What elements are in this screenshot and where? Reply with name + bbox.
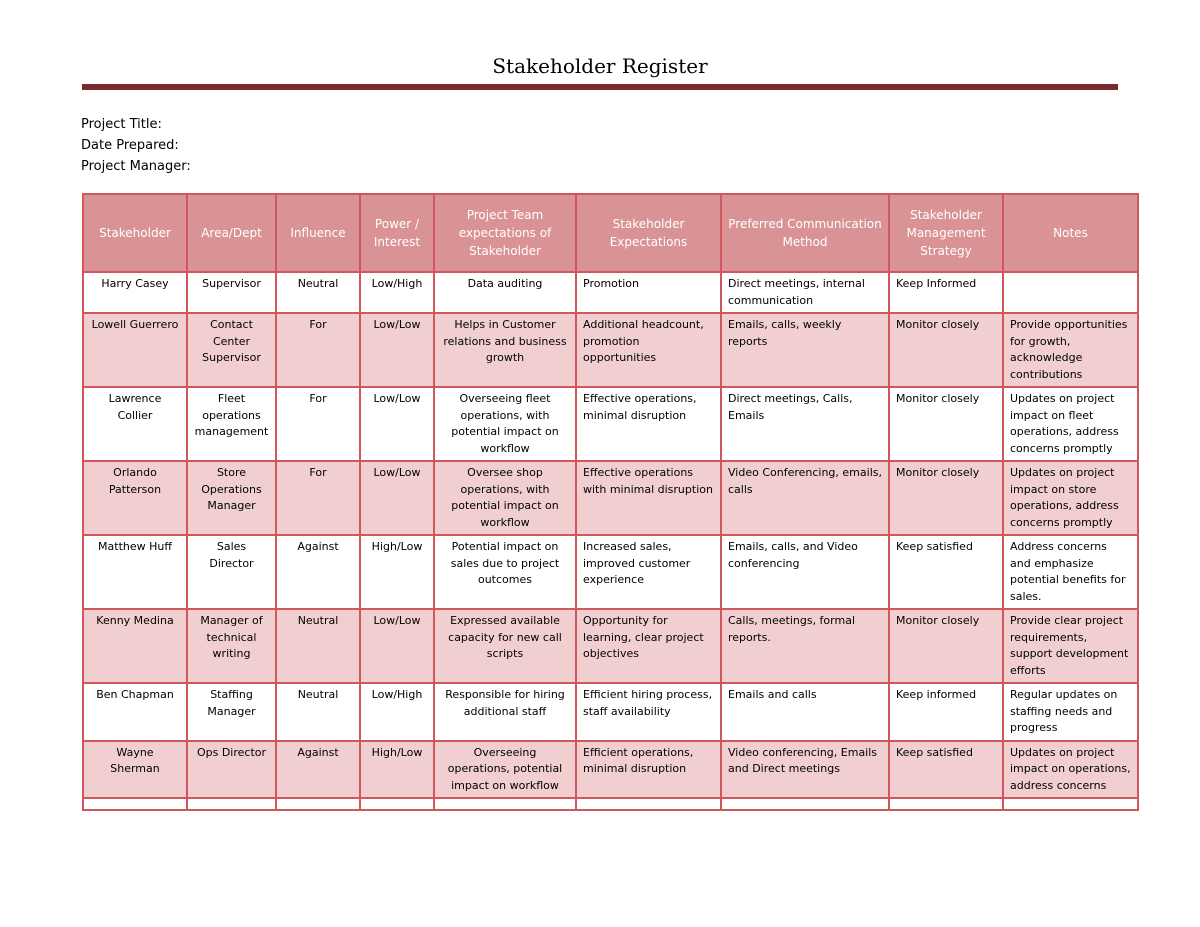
cell-area-dept: Manager of technical writing bbox=[187, 609, 276, 683]
cell-influence: For bbox=[276, 313, 360, 387]
document-title: Stakeholder Register bbox=[492, 54, 708, 78]
cell-influence: Neutral bbox=[276, 683, 360, 741]
cell-stakeholder: Lawrence Collier bbox=[83, 387, 187, 461]
cell-management-strategy: Monitor closely bbox=[889, 387, 1003, 461]
project-title-label: Project Title: bbox=[81, 117, 162, 132]
cell-communication-method: Direct meetings, Calls, Emails bbox=[721, 387, 889, 461]
header-stakeholder: Stakeholder bbox=[83, 194, 187, 272]
cell-stakeholder-expectations: Promotion bbox=[576, 272, 721, 313]
project-info bbox=[81, 114, 191, 177]
cell-influence: For bbox=[276, 387, 360, 461]
header-area-dept: Area/Dept bbox=[187, 194, 276, 272]
cell-team-expectations: Data auditing bbox=[434, 272, 576, 313]
cell-area-dept: Staffing Manager bbox=[187, 683, 276, 741]
cell-management-strategy: Keep informed bbox=[889, 683, 1003, 741]
cell-stakeholder: Matthew Huff bbox=[83, 535, 187, 609]
cell-notes: Address concerns and emphasize potential benefits for sales. bbox=[1003, 535, 1138, 609]
cell-communication-method: Video Conferencing, emails, calls bbox=[721, 461, 889, 535]
header-communication-method: Preferred Communication Method bbox=[721, 194, 889, 272]
cell-team-expectations: Overseeing operations, potential impact on workflow bbox=[434, 741, 576, 799]
header-management-strategy: Stakeholder Management Strategy bbox=[889, 194, 1003, 272]
cell-notes: Provide opportunities for growth, acknowledge contributions bbox=[1003, 313, 1138, 387]
date-prepared-label: Date Prepared: bbox=[81, 138, 179, 153]
table-row bbox=[83, 741, 1138, 799]
cell-communication-method: Emails and calls bbox=[721, 683, 889, 741]
cell-management-strategy: Keep satisfied bbox=[889, 741, 1003, 799]
table-row bbox=[83, 535, 1138, 609]
cell-team-expectations: Helps in Customer relations and business growth bbox=[434, 313, 576, 387]
table-row bbox=[83, 683, 1138, 741]
cell-notes bbox=[1003, 272, 1138, 313]
table-row bbox=[83, 387, 1138, 461]
cell-stakeholder: Harry Casey bbox=[83, 272, 187, 313]
header-row bbox=[83, 194, 1138, 272]
cell-area-dept: Sales Director bbox=[187, 535, 276, 609]
cell-influence: Neutral bbox=[276, 609, 360, 683]
header-notes: Notes bbox=[1003, 194, 1138, 272]
cell-team-expectations: Expressed available capacity for new call scripts bbox=[434, 609, 576, 683]
cell-stakeholder: Wayne Sherman bbox=[83, 741, 187, 799]
empty-cell bbox=[889, 798, 1003, 810]
header-team-expectations: Project Team expectations of Stakeholder bbox=[434, 194, 576, 272]
header-influence: Influence bbox=[276, 194, 360, 272]
cell-stakeholder: Ben Chapman bbox=[83, 683, 187, 741]
cell-notes: Updates on project impact on operations, address concerns bbox=[1003, 741, 1138, 799]
cell-management-strategy: Monitor closely bbox=[889, 461, 1003, 535]
cell-communication-method: Emails, calls, weekly reports bbox=[721, 313, 889, 387]
cell-power-interest: High/Low bbox=[360, 535, 434, 609]
cell-influence: Neutral bbox=[276, 272, 360, 313]
header-stakeholder-expectations: Stakeholder Expectations bbox=[576, 194, 721, 272]
cell-stakeholder-expectations: Effective operations with minimal disruption bbox=[576, 461, 721, 535]
cell-communication-method: Calls, meetings, formal reports. bbox=[721, 609, 889, 683]
cell-influence: Against bbox=[276, 741, 360, 799]
cell-power-interest: Low/Low bbox=[360, 387, 434, 461]
stakeholder-register-table bbox=[82, 193, 1139, 811]
table-row bbox=[83, 313, 1138, 387]
cell-area-dept: Contact Center Supervisor bbox=[187, 313, 276, 387]
header-power-interest: Power / Interest bbox=[360, 194, 434, 272]
cell-communication-method: Emails, calls, and Video conferencing bbox=[721, 535, 889, 609]
cell-notes: Regular updates on staffing needs and progress bbox=[1003, 683, 1138, 741]
cell-notes: Provide clear project requirements, support development efforts bbox=[1003, 609, 1138, 683]
project-manager-label: Project Manager: bbox=[81, 159, 191, 174]
table-row bbox=[83, 609, 1138, 683]
cell-stakeholder-expectations: Increased sales, improved customer experience bbox=[576, 535, 721, 609]
cell-power-interest: Low/Low bbox=[360, 609, 434, 683]
cell-influence: For bbox=[276, 461, 360, 535]
empty-cell bbox=[434, 798, 576, 810]
cell-stakeholder-expectations: Efficient hiring process, staff availability bbox=[576, 683, 721, 741]
empty-cell bbox=[83, 798, 187, 810]
cell-power-interest: Low/High bbox=[360, 683, 434, 741]
cell-communication-method: Video conferencing, Emails and Direct meetings bbox=[721, 741, 889, 799]
empty-cell bbox=[187, 798, 276, 810]
cell-power-interest: Low/High bbox=[360, 272, 434, 313]
cell-stakeholder-expectations: Opportunity for learning, clear project objectives bbox=[576, 609, 721, 683]
cell-stakeholder: Lowell Guerrero bbox=[83, 313, 187, 387]
cell-team-expectations: Oversee shop operations, with potential impact on workflow bbox=[434, 461, 576, 535]
cell-area-dept: Fleet operations management bbox=[187, 387, 276, 461]
cell-stakeholder-expectations: Efficient operations, minimal disruption bbox=[576, 741, 721, 799]
cell-team-expectations: Potential impact on sales due to project outcomes bbox=[434, 535, 576, 609]
cell-stakeholder-expectations: Additional headcount, promotion opportunities bbox=[576, 313, 721, 387]
cell-notes: Updates on project impact on store operations, address concerns promptly bbox=[1003, 461, 1138, 535]
table-row bbox=[83, 461, 1138, 535]
cell-management-strategy: Keep satisfied bbox=[889, 535, 1003, 609]
cell-team-expectations: Responsible for hiring additional staff bbox=[434, 683, 576, 741]
empty-table-row bbox=[83, 798, 1138, 810]
empty-cell bbox=[576, 798, 721, 810]
empty-cell bbox=[721, 798, 889, 810]
empty-cell bbox=[1003, 798, 1138, 810]
empty-cell bbox=[360, 798, 434, 810]
cell-notes: Updates on project impact on fleet operations, address concerns promptly bbox=[1003, 387, 1138, 461]
cell-management-strategy: Monitor closely bbox=[889, 609, 1003, 683]
empty-cell bbox=[276, 798, 360, 810]
cell-area-dept: Supervisor bbox=[187, 272, 276, 313]
table-row bbox=[83, 272, 1138, 313]
cell-power-interest: Low/Low bbox=[360, 461, 434, 535]
cell-stakeholder: Orlando Patterson bbox=[83, 461, 187, 535]
cell-management-strategy: Monitor closely bbox=[889, 313, 1003, 387]
cell-influence: Against bbox=[276, 535, 360, 609]
cell-stakeholder: Kenny Medina bbox=[83, 609, 187, 683]
cell-area-dept: Store Operations Manager bbox=[187, 461, 276, 535]
cell-area-dept: Ops Director bbox=[187, 741, 276, 799]
cell-stakeholder-expectations: Effective operations, minimal disruption bbox=[576, 387, 721, 461]
cell-power-interest: Low/Low bbox=[360, 313, 434, 387]
title-underline bbox=[82, 84, 1118, 90]
cell-power-interest: High/Low bbox=[360, 741, 434, 799]
cell-team-expectations: Overseeing fleet operations, with potential impact on workflow bbox=[434, 387, 576, 461]
cell-communication-method: Direct meetings, internal communication bbox=[721, 272, 889, 313]
cell-management-strategy: Keep Informed bbox=[889, 272, 1003, 313]
